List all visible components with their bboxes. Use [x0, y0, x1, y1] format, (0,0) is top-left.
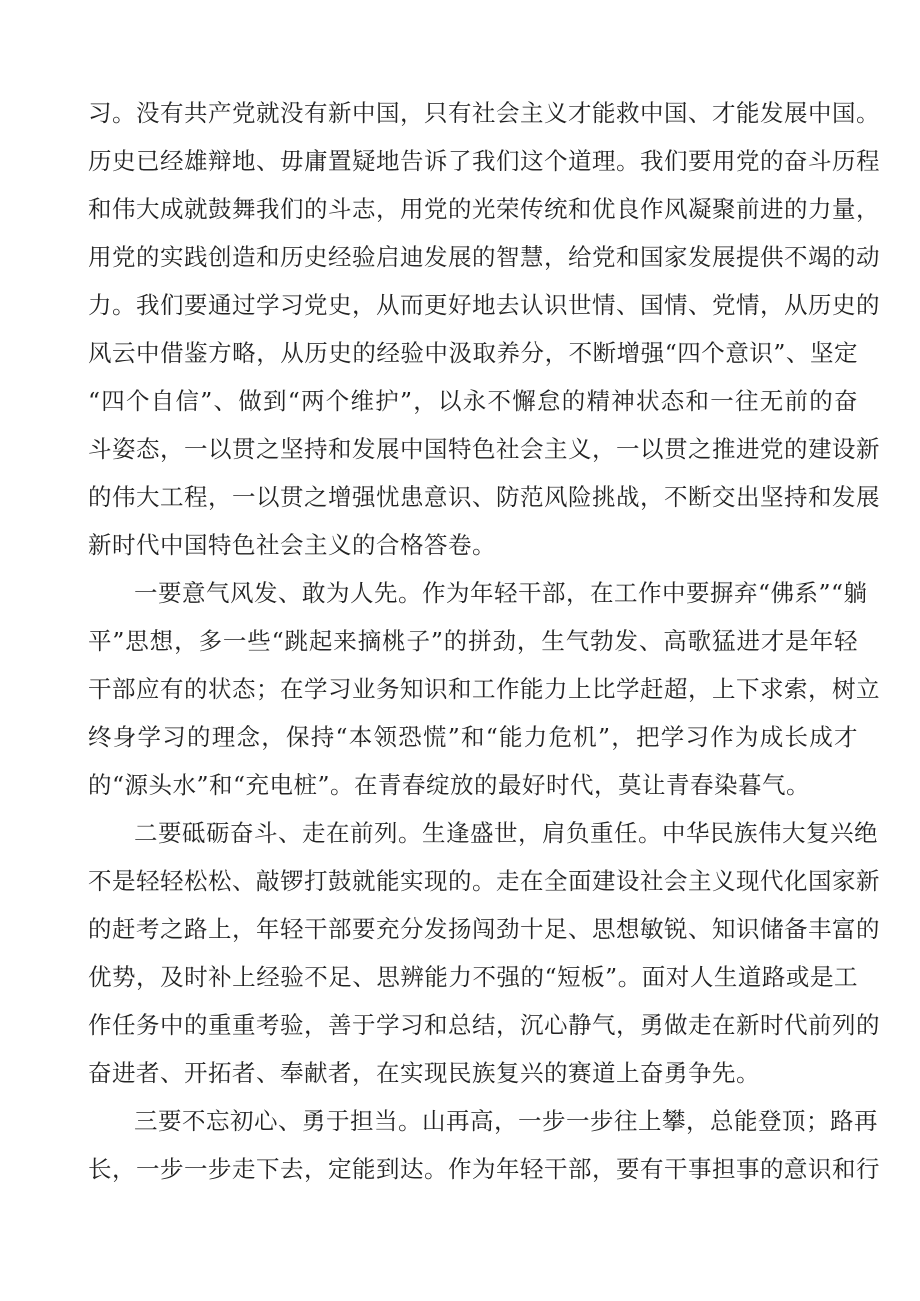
text-line: 习。没有共产党就没有新中国，只有社会主义才能救中国、才能发展中国。 [88, 99, 880, 127]
paragraph-first-line: 二要砥砺奋斗、走在前列。生逢盛世，肩负重任。中华民族伟大复兴绝 [134, 819, 878, 847]
text-line: 不是轻轻松松、敲锣打鼓就能实现的。走在全面建设社会主义现代化国家新 [88, 867, 880, 895]
text-line: 新时代中国特色社会主义的合格答卷。 [88, 531, 496, 559]
paragraph-first-line: 一要意气风发、敢为人先。作为年轻干部，在工作中要摒弃“佛系”“躺 [134, 579, 868, 607]
paragraph-first-line: 三要不忘初心、勇于担当。山再高，一步一步往上攀，总能登顶；路再 [134, 1107, 878, 1135]
text-line: 风云中借鉴方略，从历史的经验中汲取养分，不断增强“四个意识”、坚定 [88, 339, 858, 367]
text-line: 平”思想，多一些“跳起来摘桃子”的拼劲，生气勃发、高歌猛进才是年轻 [88, 627, 858, 655]
text-line: 终身学习的理念，保持“本领恐慌”和“能力危机”，把学习作为成长成才 [88, 723, 858, 751]
text-line: 作任务中的重重考验，善于学习和总结，沉心静气，勇做走在新时代前列的 [88, 1011, 880, 1039]
text-line: 干部应有的状态；在学习业务知识和工作能力上比学赶超，上下求索，树立 [88, 675, 880, 703]
text-line: 的赶考之路上，年轻干部要充分发扬闯劲十足、思想敏锐、知识储备丰富的 [88, 915, 880, 943]
text-line: 的“源头水”和“充电桩”。在青春绽放的最好时代，莫让青春染暮气。 [88, 771, 811, 799]
text-line: 奋进者、开拓者、奉献者，在实现民族复兴的赛道上奋勇争先。 [88, 1059, 760, 1087]
text-line: 斗姿态，一以贯之坚持和发展中国特色社会主义，一以贯之推进党的建设新 [88, 435, 880, 463]
text-line: 优势，及时补上经验不足、思辨能力不强的“短板”。面对人生道路或是工 [88, 963, 858, 991]
text-line: 和伟大成就鼓舞我们的斗志，用党的光荣传统和优良作风凝聚前进的力量， [88, 195, 880, 223]
text-line: 的伟大工程，一以贯之增强忧患意识、防范风险挑战，不断交出坚持和发展 [88, 483, 880, 511]
text-line: 力。我们要通过学习党史，从而更好地去认识世情、国情、党情，从历史的 [88, 291, 880, 319]
text-line: 长，一步一步走下去，定能到达。作为年轻干部，要有干事担事的意识和行 [88, 1155, 880, 1183]
text-line: 用党的实践创造和历史经验启迪发展的智慧，给党和国家发展提供不竭的动 [88, 243, 880, 271]
text-line: “四个自信”、做到“两个维护”，以永不懈怠的精神状态和一往无前的奋 [88, 387, 858, 415]
text-line: 历史已经雄辩地、毋庸置疑地告诉了我们这个道理。我们要用党的奋斗历程 [88, 147, 880, 175]
